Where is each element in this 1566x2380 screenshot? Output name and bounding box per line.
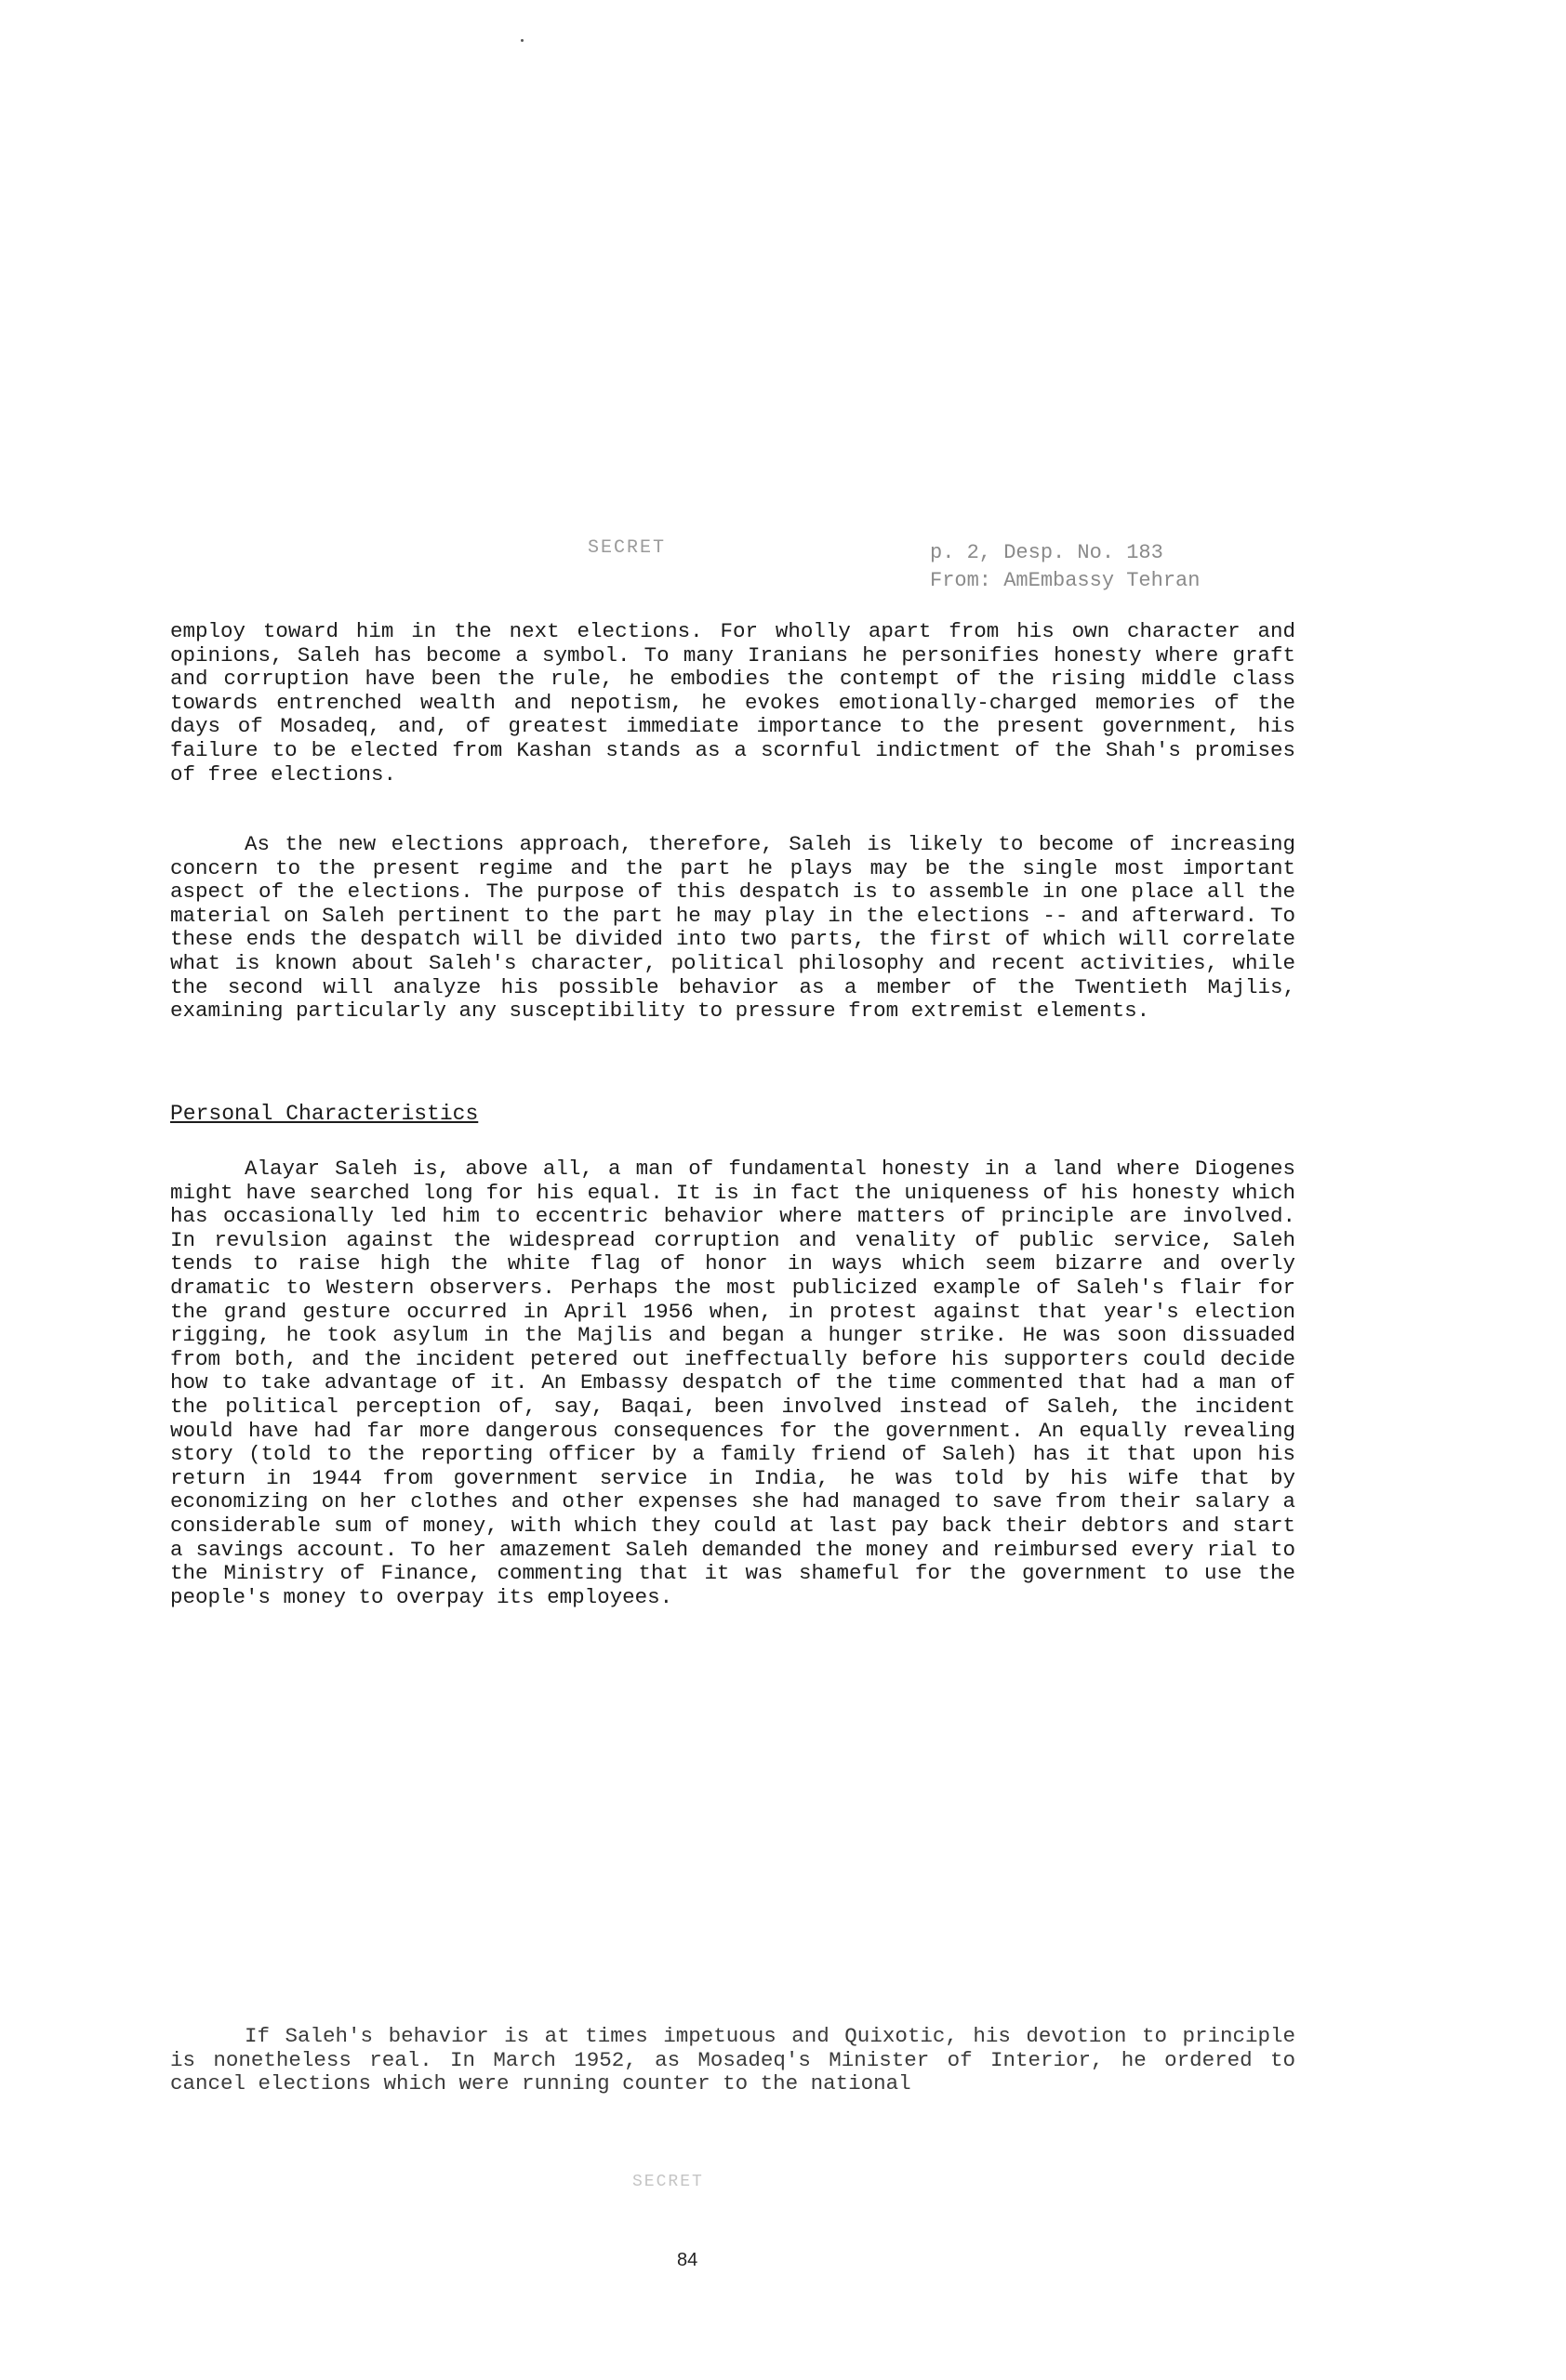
paragraph-1: employ toward him in the next elections. For wholly apart from his own character and opinions, Saleh has become a symbol. To many Iranians he personifies honesty where graft and corruption have been the rule, he embodies the contempt of the rising middle class towards entrenched wealth and nepotism, he evokes emotionally-charged memories of the days of Mosadeq, and, of greatest immediate importance to the present government, his failure to be elected from Kashan stands as a scornful indictment of the Shah's promises of free elections. <box>170 619 1295 787</box>
paragraph-4: If Saleh's behavior is at times impetuous and Quixotic, his devotion to principle is nonetheless real. In March 1952, as Mosadeq's Minister of Interior, he ordered to cancel elections which were running counter to the national <box>170 2024 1295 2096</box>
header-page-ref: p. 2, Desp. No. 183 <box>930 541 1163 564</box>
page-number: 84 <box>677 2250 698 2270</box>
paragraph-2: As the new elections approach, therefore, Saleh is likely to become of increasing concern to the present regime and the part he plays may be the single most important aspect of the elections. The purpose of this despatch is to assemble in one place all the material on Saleh pertinent to the part he may play in the elections -- and afterward. To these ends the despatch will be divided into two parts, the first of which will correlate what is known about Saleh's character, political philosophy and recent activities, while the second will analyze his possible behavior as a member of the Twentieth Majlis, examining particularly any susceptibility to pressure from extremist elements. <box>170 832 1295 1024</box>
header-from: From: AmEmbassy Tehran <box>930 569 1201 592</box>
header-classification: SECRET <box>588 537 667 559</box>
section-heading-personal: Personal Characteristics <box>170 1102 479 1126</box>
paragraph-3: Alayar Saleh is, above all, a man of fundamental honesty in a land where Diogenes might have searched long for his equal. It is in fact the uniqueness of his honesty which has occasionally led him to eccentric behavior where matters of principle are involved. In revulsion against the widespread corruption and venality of public service, Saleh tends to raise high the white flag of honor in ways which seem bizarre and overly dramatic to Western observers. Perhaps the most publicized example of Saleh's flair for the grand gesture occurred in April 1956 when, in protest against that year's election rigging, he took asylum in the Majlis and began a hunger strike. He was soon dissuaded from both, and the incident petered out ineffectually before his supporters could decide how to take advantage of it. An Embassy despatch of the time commented that had a man of the political perception of, say, Baqai, been involved instead of Saleh, the incident would have had far more dangerous consequences for the government. An equally revealing story (told to the reporting officer by a family friend of Saleh) has it that upon his return in 1944 from government service in India, he was told by his wife that by economizing on her clothes and other expenses she had managed to save from their salary a considerable sum of money, with which they could at last pay back their debtors and start a savings account. To her amazement Saleh demanded the money and reimbursed every rial to the Ministry of Finance, commenting that it was shameful for the government to use the people's money to overpay its employees. <box>170 1157 1295 1609</box>
header-reference <box>930 539 1200 595</box>
scan-speck <box>521 39 524 42</box>
footer-classification: SECRET <box>632 2173 704 2191</box>
